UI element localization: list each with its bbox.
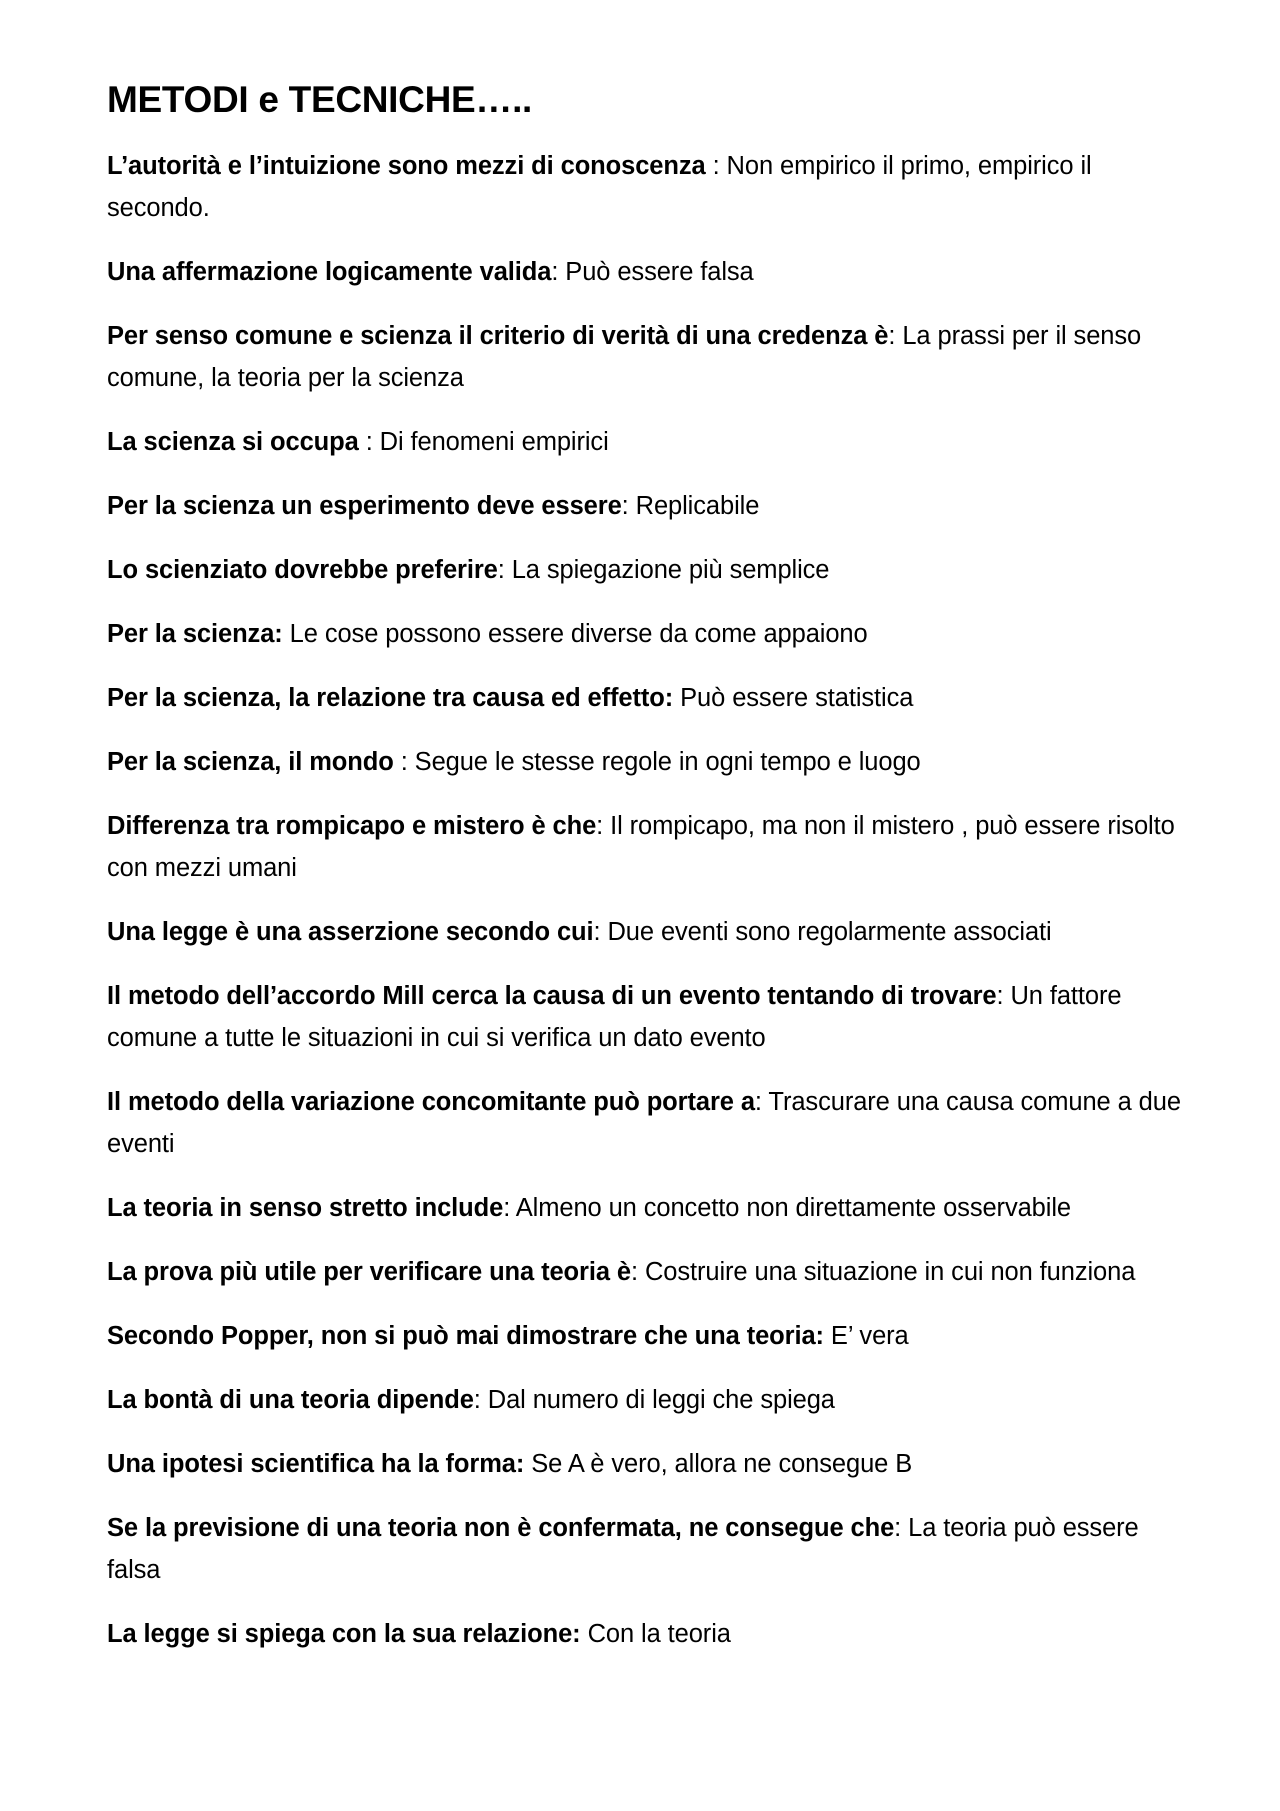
answer-text: : Replicabile (621, 492, 760, 520)
qa-item (107, 1379, 1187, 1421)
answer-text: : Può essere falsa (551, 258, 754, 286)
qa-item (107, 1507, 1187, 1591)
qa-item (107, 315, 1187, 399)
answer-text: : Un fattore comune a tutte le situazioni in cui si verifica un dato evento (107, 982, 1122, 1052)
qa-item (107, 251, 1187, 293)
qa-item (107, 613, 1187, 655)
page-title: METODI e TECNICHE….. (107, 79, 533, 120)
qa-item (107, 145, 1187, 229)
answer-text: E’ vera (823, 1322, 909, 1350)
qa-item (107, 549, 1187, 591)
qa-item (107, 1315, 1187, 1357)
answer-text: Le cose possono essere diverse da come appaiono (282, 620, 868, 648)
question-text: Una legge è una asserzione secondo cui (107, 918, 594, 946)
question-text: Se la previsione di una teoria non è confermata, ne consegue che (107, 1514, 895, 1542)
answer-text: : La prassi per il senso comune, la teoria per la scienza (107, 322, 1142, 392)
qa-item (107, 1613, 1187, 1655)
question-text: La scienza si occupa (107, 428, 359, 456)
qa-item (107, 741, 1187, 783)
qa-item (107, 911, 1187, 953)
answer-text: : Costruire una situazione in cui non funziona (631, 1258, 1136, 1286)
question-text: Una affermazione logicamente valida (107, 258, 552, 286)
question-text: Il metodo della variazione concomitante può portare a (107, 1088, 755, 1116)
question-text: Il metodo dell’accordo Mill cerca la causa di un evento tentando di trovare (107, 982, 997, 1010)
answer-text: Può essere statistica (673, 684, 914, 712)
question-text: Secondo Popper, non si può mai dimostrare che una teoria: (107, 1322, 824, 1350)
answer-text: : Segue le stesse regole in ogni tempo e luogo (393, 748, 921, 776)
answer-text: : Due eventi sono regolarmente associati (593, 918, 1052, 946)
question-text: L’autorità e l’intuizione sono mezzi di conoscenza (107, 152, 706, 180)
question-text: La prova più utile per verificare una teoria è (107, 1258, 631, 1286)
qa-item (107, 1251, 1187, 1293)
qa-item (107, 677, 1187, 719)
question-text: Per la scienza, la relazione tra causa ed effetto: (107, 684, 674, 712)
answer-text: : Trascurare una causa comune a due eventi (107, 1088, 1181, 1158)
qa-item (107, 485, 1187, 527)
question-text: Lo scienziato dovrebbe preferire (107, 556, 498, 584)
document-page (107, 74, 1187, 1677)
answer-text: : Almeno un concetto non direttamente osservabile (503, 1194, 1071, 1222)
qa-item (107, 805, 1187, 889)
question-text: Per la scienza: (107, 620, 283, 648)
question-text: Differenza tra rompicapo e mistero è che (107, 812, 597, 840)
question-text: Una ipotesi scientifica ha la forma: (107, 1450, 525, 1478)
answer-text: Se A è vero, allora ne consegue B (524, 1450, 913, 1478)
qa-item (107, 975, 1187, 1059)
answer-text: : Di fenomeni empirici (358, 428, 609, 456)
answer-text: : La spiegazione più semplice (497, 556, 830, 584)
question-text: La bontà di una teoria dipende (107, 1386, 474, 1414)
question-text: Per la scienza, il mondo (107, 748, 394, 776)
question-text: Per senso comune e scienza il criterio di verità di una credenza è (107, 322, 889, 350)
question-text: La teoria in senso stretto include (107, 1194, 504, 1222)
answer-text: : La teoria può essere falsa (107, 1514, 1139, 1584)
qa-item (107, 1187, 1187, 1229)
question-text: Per la scienza un esperimento deve essere (107, 492, 622, 520)
qa-item (107, 421, 1187, 463)
answer-text: : Dal numero di leggi che spiega (473, 1386, 835, 1414)
qa-item (107, 1081, 1187, 1165)
answer-text: : Non empirico il primo, empirico il secondo. (107, 152, 1092, 222)
question-text: La legge si spiega con la sua relazione: (107, 1620, 581, 1648)
qa-item (107, 1443, 1187, 1485)
answer-text: : Il rompicapo, ma non il mistero , può essere risolto con mezzi umani (107, 812, 1175, 882)
answer-text: Con la teoria (580, 1620, 731, 1648)
